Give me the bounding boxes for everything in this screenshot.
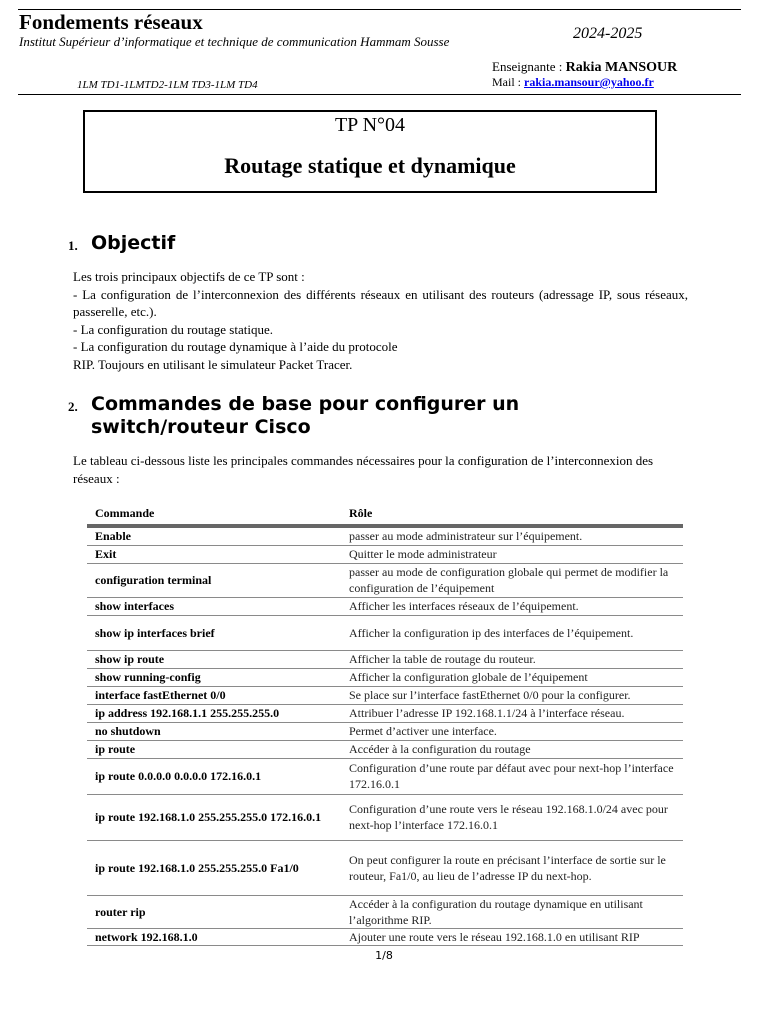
header-bottom-rule xyxy=(18,94,741,95)
table-row xyxy=(87,794,683,840)
role-cell: On peut configurer la route en précisant l’interface de sortie sur le routeur, Fa1/0, au lieu de l’adresse IP du next-hop. xyxy=(341,840,683,895)
table-row xyxy=(87,650,683,668)
course-title: Fondements réseaux xyxy=(19,10,203,34)
table-row xyxy=(87,615,683,650)
table-row xyxy=(87,722,683,740)
table-row xyxy=(87,740,683,758)
table-row xyxy=(87,526,683,545)
objectives-line: RIP. Toujours en utilisant le simulateur Packet Tracer. xyxy=(73,356,353,372)
role-cell: passer au mode de configuration globale qui permet de modifier la configuration de l’équipement xyxy=(341,563,683,597)
tp-title-box xyxy=(83,110,657,193)
mail-line xyxy=(492,75,654,90)
table-intro: Le tableau ci-dessous liste les principales commandes nécessaires pour la configuration de l’interconnexion des réseaux : xyxy=(73,453,654,486)
tp-number: TP N°04 xyxy=(334,114,406,136)
section-2-number: 2. xyxy=(68,399,78,414)
section-2-heading xyxy=(68,393,628,439)
role-cell: Quitter le mode administrateur xyxy=(341,545,683,563)
role-cell: Se place sur l’interface fastEthernet 0/0 pour la configurer. xyxy=(341,686,683,704)
objectives-line: - La configuration de l’interconnexion des différents réseaux en utilisant des routeurs (adressage IP, sous réseaux, passerelle, etc.). xyxy=(73,286,688,319)
command-cell: ip route 192.168.1.0 255.255.255.0 172.16.0.1 xyxy=(87,794,341,840)
role-cell: Configuration d’une route vers le réseau 192.168.1.0/24 avec pour next-hop l’interface 172.16.0.1 xyxy=(341,794,683,840)
page-number: 1/8 xyxy=(375,949,393,962)
academic-year: 2024-2025 xyxy=(573,25,643,42)
commands-table xyxy=(87,502,683,946)
command-cell: Exit xyxy=(87,545,341,563)
institute-name: Institut Supérieur d’informatique et technique de communication Hammam Sousse xyxy=(19,34,450,49)
command-cell: no shutdown xyxy=(87,722,341,740)
mail-label: Mail : xyxy=(492,75,524,89)
command-cell: ip route 192.168.1.0 255.255.255.0 Fa1/0 xyxy=(87,840,341,895)
mail-link[interactable]: rakia.mansour@yahoo.fr xyxy=(524,75,654,89)
command-cell: show ip route xyxy=(87,650,341,668)
command-cell: network 192.168.1.0 xyxy=(87,928,341,945)
class-groups: 1LM TD1-1LMTD2-1LM TD3-1LM TD4 xyxy=(77,79,258,91)
table-row xyxy=(87,928,683,945)
role-cell: Permet d’activer une interface. xyxy=(341,722,683,740)
section-2-title: Commandes de base pour configurer un switch/routeur Cisco xyxy=(91,393,520,438)
table-row xyxy=(87,668,683,686)
objectives-line: Les trois principaux objectifs de ce TP sont : xyxy=(73,269,305,284)
table-row xyxy=(87,686,683,704)
table-row xyxy=(87,895,683,928)
role-cell: Ajouter une route vers le réseau 192.168.1.0 en utilisant RIP xyxy=(341,928,683,945)
section-1-title: Objectif xyxy=(91,232,176,254)
objectives-line: - La configuration du routage statique. xyxy=(73,321,273,337)
teacher-line xyxy=(492,59,677,76)
role-cell: Afficher la table de routage du routeur. xyxy=(341,650,683,668)
header-role: Rôle xyxy=(341,502,683,526)
command-cell: show ip interfaces brief xyxy=(87,615,341,650)
command-cell: Enable xyxy=(87,526,341,545)
role-cell: Afficher la configuration ip des interfaces de l’équipement. xyxy=(341,615,683,650)
table-row xyxy=(87,704,683,722)
role-cell: Afficher la configuration globale de l’équipement xyxy=(341,668,683,686)
command-cell: ip route xyxy=(87,740,341,758)
header-commande: Commande xyxy=(87,502,341,526)
command-cell: show interfaces xyxy=(87,597,341,615)
tp-title: Routage statique et dynamique xyxy=(224,153,516,178)
objectives-text xyxy=(73,268,688,373)
table-header-row xyxy=(87,502,683,526)
table-row xyxy=(87,563,683,597)
section-1-number: 1. xyxy=(68,238,78,253)
table-row xyxy=(87,758,683,794)
role-cell: Attribuer l’adresse IP 192.168.1.1/24 à l’interface réseau. xyxy=(341,704,683,722)
command-cell: ip route 0.0.0.0 0.0.0.0 172.16.0.1 xyxy=(87,758,341,794)
command-cell: interface fastEthernet 0/0 xyxy=(87,686,341,704)
role-cell: Accéder à la configuration du routage xyxy=(341,740,683,758)
command-cell: show running-config xyxy=(87,668,341,686)
role-cell: Afficher les interfaces réseaux de l’équipement. xyxy=(341,597,683,615)
table-row xyxy=(87,545,683,563)
command-cell: configuration terminal xyxy=(87,563,341,597)
teacher-name: Rakia MANSOUR xyxy=(565,60,678,75)
table-row xyxy=(87,840,683,895)
objectives-line: - La configuration du routage dynamique à l’aide du protocole xyxy=(73,339,398,354)
command-cell: ip address 192.168.1.1 255.255.255.0 xyxy=(87,704,341,722)
teacher-label: Enseignante : xyxy=(492,59,566,74)
role-cell: Configuration d’une route par défaut avec pour next-hop l’interface 172.16.0.1 xyxy=(341,758,683,794)
table-row xyxy=(87,597,683,615)
role-cell: Accéder à la configuration du routage dynamique en utilisant l’algorithme RIP. xyxy=(341,895,683,928)
role-cell: passer au mode administrateur sur l’équipement. xyxy=(341,526,683,545)
command-cell: router rip xyxy=(87,895,341,928)
